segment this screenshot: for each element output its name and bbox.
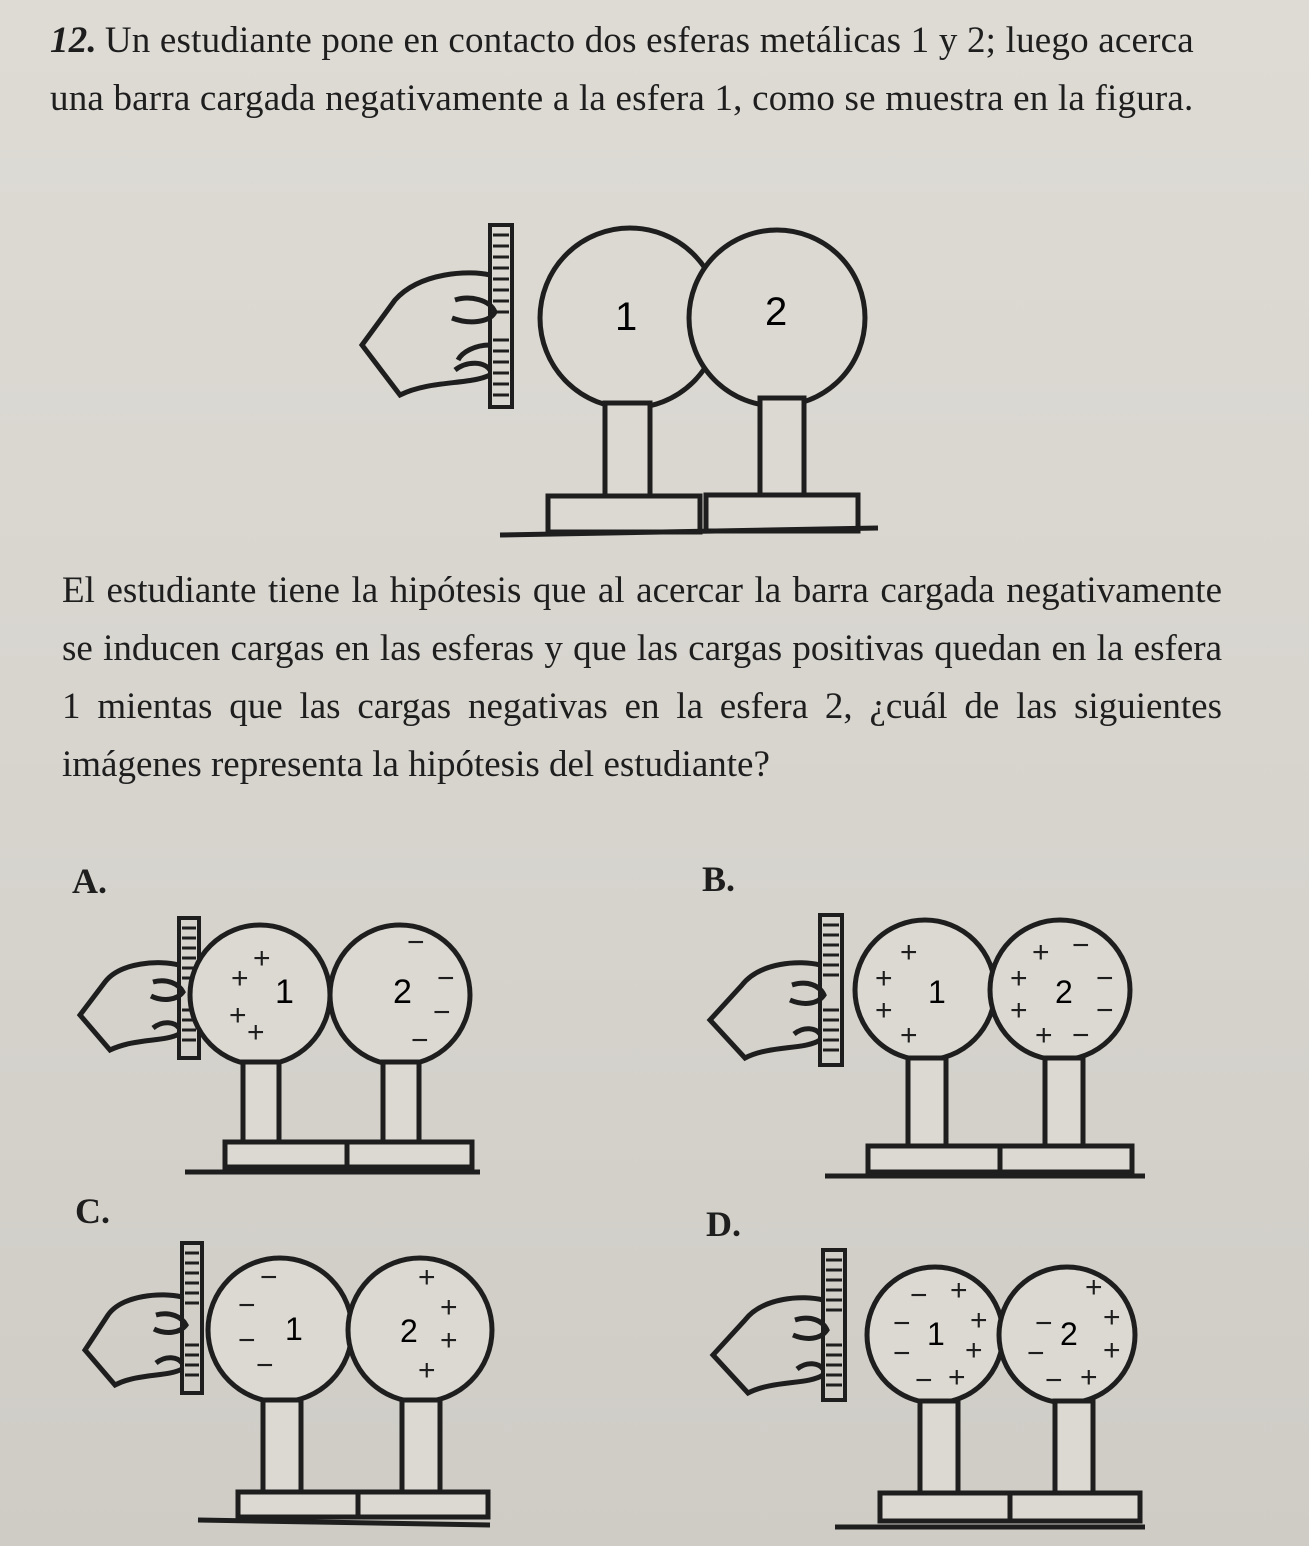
- sphere-1-label: 1: [615, 295, 638, 339]
- svg-text:+: +: [247, 1016, 265, 1049]
- svg-text:−: −: [256, 1349, 274, 1382]
- svg-text:+: +: [1103, 1334, 1121, 1367]
- svg-text:+: +: [418, 1261, 436, 1294]
- option-b-label[interactable]: B.: [702, 859, 736, 899]
- option-a-figure[interactable]: [75, 910, 495, 1180]
- svg-text:+: +: [253, 942, 271, 975]
- option-b-sphere-2: 2: [1055, 974, 1073, 1010]
- option-a-rod-hand: [80, 918, 199, 1058]
- svg-text:+: +: [440, 1291, 458, 1324]
- svg-text:−: −: [407, 926, 425, 959]
- svg-text:+: +: [229, 999, 247, 1032]
- svg-text:−: −: [1035, 1307, 1053, 1340]
- option-c-figure[interactable]: [80, 1235, 500, 1525]
- svg-text:+: +: [1032, 936, 1050, 969]
- option-b-figure[interactable]: [700, 910, 1140, 1180]
- option-b-rod-hand: [710, 915, 842, 1065]
- svg-text:+: +: [1010, 962, 1028, 995]
- svg-text:+: +: [440, 1324, 458, 1357]
- svg-text:+: +: [950, 1274, 968, 1307]
- option-c-sphere-1: 1: [285, 1311, 303, 1347]
- option-c-label[interactable]: C.: [75, 1191, 110, 1231]
- svg-text:−: −: [1072, 929, 1090, 962]
- option-c-rod-hand: [85, 1243, 202, 1393]
- svg-text:−: −: [1096, 962, 1114, 995]
- svg-text:−: −: [1045, 1364, 1063, 1397]
- svg-text:+: +: [875, 962, 893, 995]
- option-d-sphere-2: 2: [1060, 1316, 1078, 1352]
- option-c-sphere-2: 2: [400, 1313, 418, 1349]
- option-a-label[interactable]: A.: [72, 861, 107, 901]
- svg-text:+: +: [1010, 994, 1028, 1027]
- svg-text:−: −: [893, 1337, 911, 1370]
- sphere-2-stand: [689, 230, 865, 531]
- svg-text:−: −: [437, 962, 455, 995]
- option-b-sphere-1: 1: [928, 974, 946, 1010]
- svg-text:−: −: [411, 1024, 429, 1057]
- svg-text:+: +: [1085, 1271, 1103, 1304]
- svg-text:+: +: [231, 962, 249, 995]
- svg-text:+: +: [948, 1361, 966, 1394]
- option-d-rod-hand: [713, 1250, 845, 1400]
- svg-text:−: −: [238, 1289, 256, 1322]
- svg-text:−: −: [893, 1307, 911, 1340]
- svg-text:−: −: [915, 1364, 933, 1397]
- question-number: 12.: [50, 20, 97, 61]
- svg-text:+: +: [1103, 1301, 1121, 1334]
- option-d-figure[interactable]: [705, 1245, 1145, 1535]
- option-a-sphere-1: 1: [275, 973, 294, 1011]
- svg-text:+: +: [1080, 1361, 1098, 1394]
- svg-text:−: −: [910, 1279, 928, 1312]
- hand-with-rod: [362, 225, 512, 407]
- svg-text:+: +: [900, 936, 918, 969]
- svg-text:−: −: [433, 996, 451, 1029]
- svg-text:+: +: [875, 994, 893, 1027]
- sphere-2-label: 2: [765, 290, 788, 334]
- svg-text:−: −: [1072, 1019, 1090, 1052]
- option-a-sphere-2: 2: [393, 973, 412, 1011]
- hypothesis-text: El estudiante tiene la hipótesis que al acercar la barra cargada negativamente se inducen cargas en las esferas y que las cargas positivas quedan en la esfera 1 mientas que las cargas negativas en la esfera 2, ¿cuál de las siguientes imágenes representa la hipótesis del estudiante?: [62, 570, 1222, 785]
- question-text: Un estudiante pone en contacto dos esferas metálicas 1 y 2; luego acerca una barra cargada negativamente a la esfera 1, como se muestra en la figura.: [50, 20, 1194, 119]
- option-d-sphere-1: 1: [927, 1316, 945, 1352]
- option-d-label[interactable]: D.: [706, 1204, 741, 1244]
- svg-text:−: −: [1027, 1337, 1045, 1370]
- svg-text:+: +: [965, 1334, 983, 1367]
- svg-text:−: −: [260, 1261, 278, 1294]
- svg-text:+: +: [418, 1354, 436, 1387]
- svg-text:−: −: [1096, 994, 1114, 1027]
- svg-text:−: −: [238, 1324, 256, 1357]
- svg-text:+: +: [970, 1304, 988, 1337]
- sphere-1-stand: [540, 228, 720, 532]
- svg-text:+: +: [1035, 1019, 1053, 1052]
- svg-text:+: +: [900, 1019, 918, 1052]
